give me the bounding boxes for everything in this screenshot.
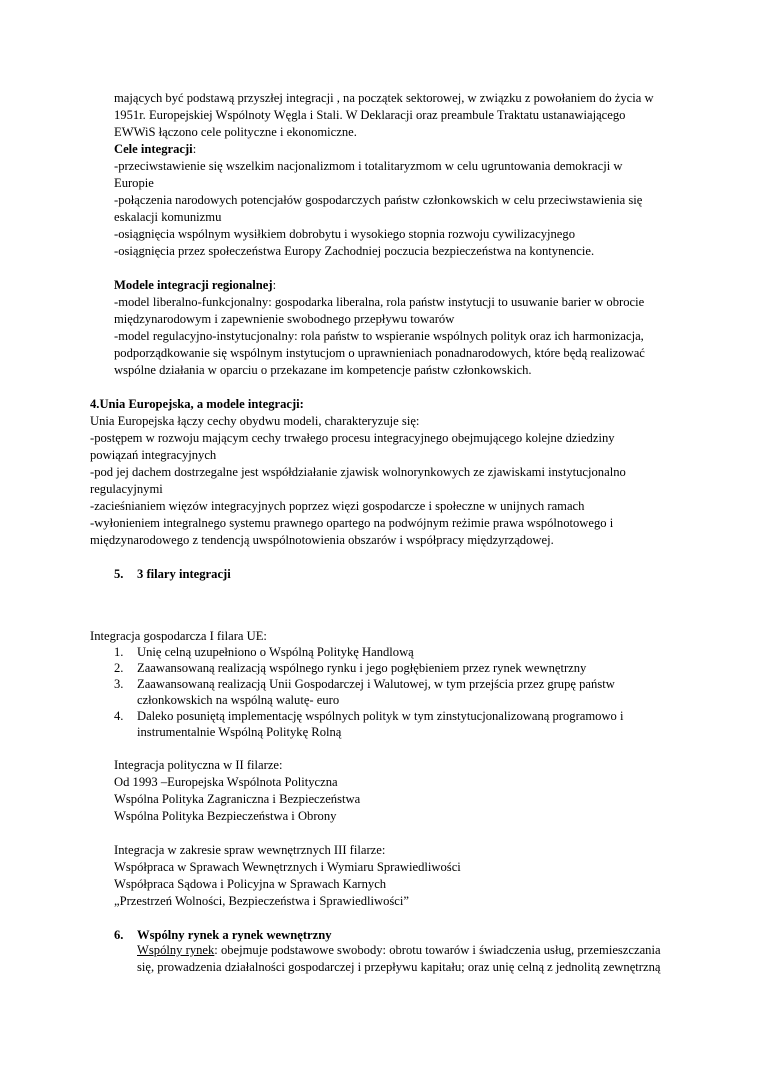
modele-colon: : — [272, 278, 277, 292]
pillar1-item-2-number: 2. — [114, 661, 124, 675]
section5-number: 5. — [114, 567, 124, 581]
pillar1-item-1-number: 1. — [114, 645, 124, 659]
pillar1-item-4-line-1: Daleko posuniętą implementację wspólnych polityk w tym zinstytucjonalizowaną programowo i — [137, 709, 624, 723]
cele-line-1: -przeciwstawienie się wszelkim nacjonalizmom i totalitaryzmom w celu ugruntowania demokracji w — [114, 159, 623, 173]
section4-line-5: regulacyjnymi — [90, 482, 163, 496]
pillar1-item-3-line-2: członkowskich na wspólną walutę- euro — [137, 693, 340, 707]
cele-colon: : — [192, 142, 197, 156]
wspolny-rynek-term: Wspólny rynek — [137, 943, 215, 957]
modele-line-3: -model regulacyjno-instytucjonalny: rola państw to wspieranie wspólnych polityk oraz ich harmonizacja, — [114, 329, 644, 343]
section6-line-2: się, prowadzenia działalności gospodarczej i przepływu kapitału; oraz unię celną z jednolitą zewnętrzną — [137, 960, 661, 974]
pillar1-item-2: Zaawansowaną realizacją wspólnego rynku i jego pogłębieniem przez rynek wewnętrzny — [137, 661, 587, 675]
modele-line-2: międzynarodowym i zapewnienie swobodnego przepływu towarów — [114, 312, 455, 326]
pillar1-item-4-line-2: instrumentalnie Wspólną Politykę Rolną — [137, 725, 342, 739]
pillar3-line-3: Współpraca Sądowa i Policyjna w Sprawach Karnych — [114, 877, 387, 891]
section4-line-3: powiązań integracyjnych — [90, 448, 217, 462]
pillar3-line-4: „Przestrzeń Wolności, Bezpieczeństwa i Sprawiedliwości” — [114, 894, 409, 908]
cele-line-4: eskalacji komunizmu — [114, 210, 222, 224]
section6-line-1-rest: : obejmuje podstawowe swobody: obrotu towarów i świadczenia usług, przemieszczania — [214, 943, 661, 957]
cele-heading-row — [114, 141, 196, 158]
cele-line-5: -osiągnięcia wspólnym wysiłkiem dobrobytu i wysokiego stopnia rozwoju cywilizacyjnego — [114, 227, 575, 241]
pillar1-item-4-number: 4. — [114, 709, 124, 723]
pillar2-line-3: Wspólna Polityka Zagraniczna i Bezpieczeństwa — [114, 792, 361, 806]
pillar2-line-2: Od 1993 –Europejska Wspólnota Polityczna — [114, 775, 338, 789]
pillar2-line-4: Wspólna Polityka Bezpieczeństwa i Obrony — [114, 809, 337, 823]
section6-line-1 — [137, 942, 661, 959]
section6-number: 6. — [114, 928, 124, 942]
cele-line-3: -połączenia narodowych potencjałów gospodarczych państw członkowskich w celu przeciwstawienia się — [114, 193, 643, 207]
section4-line-7: -wyłonieniem integralnego systemu prawnego opartego na podwójnym reżimie prawa wspólnotowego i — [90, 516, 614, 530]
section4-line-4: -pod jej dachem dostrzegalne jest współdziałanie zjawisk wolnorynkowych ze zjawiskami instytucjonalno — [90, 465, 626, 479]
section4-line-1: Unia Europejska łączy cechy obydwu modeli, charakteryzuje się: — [90, 414, 420, 428]
cele-line-2: Europie — [114, 176, 154, 190]
intro-line-1: mających być podstawą przyszłej integracji , na początek sektorowej, w związku z powołaniem do życia w — [114, 91, 654, 105]
section5-heading: 3 filary integracji — [137, 567, 231, 581]
section4-heading: 4.Unia Europejska, a modele integracji: — [90, 397, 304, 411]
section4-line-2: -postępem w rozwoju mającym cechy trwałego procesu integracyjnego obejmującego kolejne dziedziny — [90, 431, 615, 445]
intro-line-3: EWWiS łączono cele polityczne i ekonomiczne. — [114, 125, 357, 139]
section4-line-8: międzynarodowego z tendencją uwspólnotowienia obszarów i współpracy międzyrządowej. — [90, 533, 554, 547]
section4-line-6: -zacieśnianiem więzów integracyjnych poprzez więzi gospodarcze i społeczne w unijnych ramach — [90, 499, 585, 513]
pillar3-line-2: Współpraca w Sprawach Wewnętrznych i Wymiaru Sprawiedliwości — [114, 860, 461, 874]
modele-line-1: -model liberalno-funkcjonalny: gospodarka liberalna, rola państw instytucji to usuwanie barier w obrocie — [114, 295, 645, 309]
cele-heading: Cele integracji — [114, 142, 193, 156]
modele-heading: Modele integracji regionalnej — [114, 278, 273, 292]
pillar1-item-3-line-1: Zaawansowaną realizacją Unii Gospodarczej i Walutowej, w tym przejścia przez grupę państw — [137, 677, 615, 691]
section6-heading: Wspólny rynek a rynek wewnętrzny — [137, 928, 332, 942]
pillar1-heading: Integracja gospodarcza I filara UE: — [90, 629, 267, 643]
cele-line-6: -osiągnięcia przez społeczeństwa Europy Zachodniej poczucia bezpieczeństwa na kontynencie. — [114, 244, 595, 258]
pillar2-line-1: Integracja polityczna w II filarze: — [114, 758, 283, 772]
modele-line-5: wspólne działania w oparciu o przekazane im kompetencje państw członkowskich. — [114, 363, 532, 377]
modele-heading-row — [114, 277, 276, 294]
intro-line-2: 1951r. Europejskiej Wspólnoty Węgla i Stali. W Deklaracji oraz preambule Traktatu ustanawiającego — [114, 108, 626, 122]
modele-line-4: podporządkowanie się wspólnym instytucjom o uprawnieniach ponadnarodowych, które będą realizować — [114, 346, 645, 360]
pillar1-item-1: Unię celną uzupełniono o Wspólną Politykę Handlową — [137, 645, 414, 659]
pillar3-line-1: Integracja w zakresie spraw wewnętrznych III filarze: — [114, 843, 386, 857]
pillar1-item-3-number: 3. — [114, 677, 124, 691]
